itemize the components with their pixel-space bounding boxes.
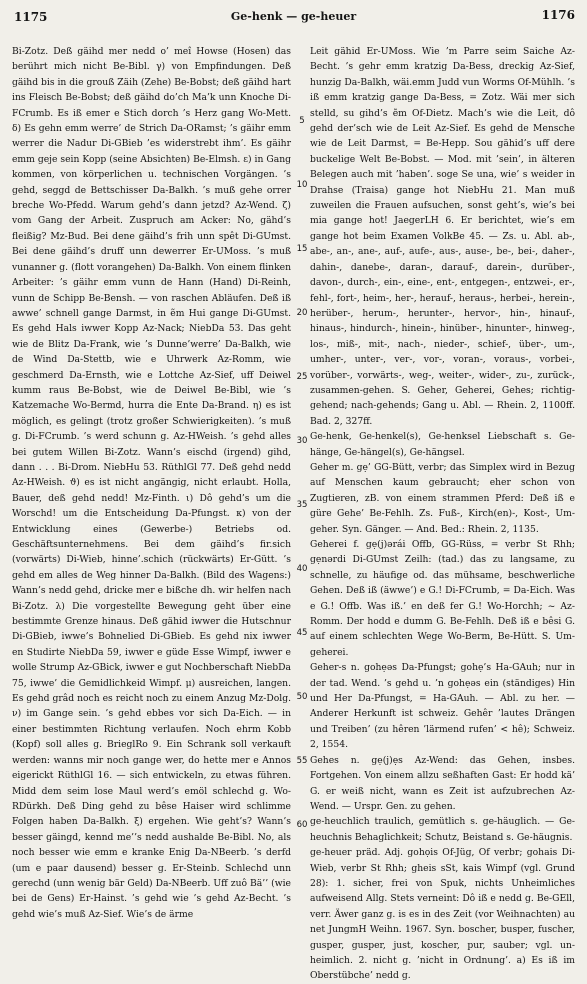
running-header <box>0 4 587 24</box>
running-head: Ge-henk — ge-heuer <box>230 10 357 23</box>
right-column <box>310 44 575 982</box>
line-number: 40 <box>296 564 308 574</box>
line-number: 15 <box>296 244 308 254</box>
dictionary-entry: Geherei f. gẹ(j)ərái Offb, GG-Rüss, = verbr St Rhh; gẹnərdi Di-GUmst Zeilh: (tad.) das zu langsame, zu schnelle, zu häufige od. das mühsame, beschwerliche Gehen. Deß iß (äwwe’) e G.! Di-FCrumb, = Da-Eich. Was e G.! Offb. Was iß.’ en deß fer G.! Wo-Horchh; ~ Az-Romm. Der hodd e dumm G. Be-Fehlh. Deß iß e bêsi G. auf einem schlechten Wege Wo-Berm, Be-Hütt. S. Um-geherei. <box>310 539 575 658</box>
line-number: 60 <box>296 820 308 830</box>
line-number: 10 <box>296 180 308 190</box>
line-number: 50 <box>296 692 308 702</box>
line-number: 30 <box>296 436 308 446</box>
left-column <box>12 44 291 920</box>
line-number: 5 <box>299 116 305 126</box>
dictionary-entry: ge-heuer präd. Adj. gohọis Of-Jüg, Of verbr; gohais Di-Wieb, verbr St Rhh; gheis sSt, kais Wimpf (vgl. Grund 28): 1. sicher, frei von Spuk, nichts Unheimliches aufweisend Allg. Stets verneint: Dô iß e nedd g. Be-GEll, verr. Äwer ganz g. is es in des Zeit (vor Weihnachten) au net JungmH Weihn. 1967. Syn. boscher, busper, fuscher, gusper, gusper, just, koscher, pur, sauber; vgl. un-heimlich. 2. nicht g. ’nicht in Ordnung’. a) Es iß im Oberstübche’ nedd g. <box>310 847 575 982</box>
dictionary-entry: Ge-henk, Ge-henkel(s), Ge-henksel Liebschaft s. Ge-hänge, Ge-hängel(s), Ge-hängsel. <box>310 431 575 458</box>
dictionary-entry: Leit gähid Er-UMoss. Wie ’m Parre seim Saiche Az-Becht. ’s gehr emm kratzig Da-Bess, dreckig Az-Sief, hunzig Da-Balkh, wäi.emm Judd vun Worms Of-Mühlh. ’s iß emm kratzig gange Da-Bess, = Zotz. Wäi mer sich stelld, su gihd’s ẽm Of-Dietz. Mach’s wie die Leit, dô gehd der’sch wie de Leit Az-Sief. Es gehd de Mensche wie de Leit Darmst, = Be-Hepp. Sou gähid’s uff dere buckelige Welt Be-Bobst. — Mod. mit ’sein’, in älteren Belegen auch mit ’haben’. soge Se una, wie’ s weider in Drahse (Traisa) gange hot NiebHu 21. Man muß zuweilen die Frauen aufsuchen, sonst geht’s, wie’s bei mia gange hot! JaegerLH 6. Er berichtet, wie’s em gange hot beim Examen VolkBe 45. — Zs. u. Abl. ab-, abe-, an-, ane-, auf-, aufe-, aus-, ause-, bе-, bei-, daher-, dahin-, danebe-, daran-, darauf-, darein-, durüber-, davon-, durch-, ein-, eine-, ent-, entgegen-, entzwei-, er-, fehl-, fort-, heim-, her-, herauf-, heraus-, herbei-, herein-, herüber-, herum-, herunter-, hervor-, hin-, hinauf-, hinaus-, hindurch-, hinein-, hinüber-, hinunter-, hinweg-, los-, miß-, mit-, nach-, nieder-, schief-, über-, um-, umher-, unter-, ver-, vor-, voran-, voraus-, vorbei-, vorüber-, vorwärts-, weg-, weiter-, wider-, zu-, zurück-, zusammen-gehen. S. Geher, Geherei, Gehes; richtig-gehend; nach-gehends; Gang u. Abl. — Rhein. 2, 1100ff. Bad. 2, 327ff. <box>310 46 575 427</box>
dictionary-entry: Geher m. gẹ’ GG-Bütt, verbr; das Simplex wird in Bezug auf Menschen kaum gebraucht; eher schon von Zugtieren, zB. von einem strammen Pferd: Deß iß e güre Gehe’ Be-Fehlh. Zs. Fuß-, Kirch(en)-, Kost-, Um-geher. Syn. Gänger. — And. Bed.: Rhein. 2, 1135. <box>310 461 575 535</box>
dictionary-entry: Gehes n. gẹ(j)ẹs Az-Wend: das Gehen, insbes. Fortgehen. Von einem allzu seßhaften Gast: Er hodd kä’ G. er weiß nicht, wann es Zeit ist aufzubrechen Az-Wend. — Urspr. Gen. zu gehen. <box>310 754 575 812</box>
line-number: 45 <box>296 628 308 638</box>
line-number: 25 <box>296 372 308 382</box>
dictionary-entry: Bi-Zotz. Deß gäihd mer nedd o’ meî Howse (Hosen) das berührt mich nicht Be-Bibl. γ) von Empfindungen. Deß gäihd bis in die grouß Zäih (Zehe) Be-Bobst; deß gäihd hart ins Fleisch Be-Bobst; deß gäihd do’ch Ma’k unn Knoche Di-FCrumb. Es iß emer e Stich dorch ’s Herz gang Wo-Mett. δ) Es gehn emm werre’ de Strich Da-ORamst; ’s gäihr emm werrer die Nadur Di-GBieb ’es widerstrebt ihm’. Es gäihr emm geje sein Kopp (seine Absichten) Be-Elmsh. ε) in Gang kommen, von körperlichen u. technischen Vorgängen. ’s gehd, seggd de Bettschisser Da-Balkh. ’s muß gehe orrer breche Wo-Pfedd. Warum gehd’s dann jetzd? Az-Wend. ζ) vom Gang der Arbeit. Zuspruch am Acker: No, gähd’s fleißig? Mz-Bud. Bei dene gäihd’s frih unn spêt Di-GUmst. Bei dene gäihd’s druff unn dewerrer Er-UMoss. ’s muß vunanner g. (flott vorangehen) Da-Balkh. Von einem flinken Arbeiter: ’s gäihr emm vunn de Hann (Hand) Di-Reinh, vunn de Schipp Be-Bensh. — von raschen Abläufen. Deß iß awwe’ schnell gange Darmst, in ẽm Hui gange Di-GUmst. Es gehd Hals iwwer Kopp Az-Nack; NiebDa 53. Das geht wie de Blitz Da-Frank, wie ’s Dunne’werre’ Da-Balkh, wie de Wind Da-Stettb, wie e Uhrwerk Az-Romm, wie geschmerd Da-Ernsth, wie e Lottche Az-Sief, uff Deiwel kumm raus Be-Bobst, wie de Deiwel Be-Bibl, wie ’s Katzemache Wo-Bermd, hurra die Ente Da-Brand. η) es ist möglich, es gelingt (trotz großer Schwierigkeiten). ’s muß g. Di-FCrumb. ’s werd schunn g. Az-HWeish. ’s gehd alles bei gutem Willen Bi-Zotz. Wann’s eischd (irgend) gihd, dann . . . Bi-Drom. NiebHu 53. RüthlGl 77. Deß gehd nedd Az-HWeish. ϑ) es ist nicht angängig, nicht erlaubt. Holla, Bauer, deß gehd nedd! Mz-Finth. ι) Dô gehd’s um die Worschd! um die Entscheidung Da-Pfungst. κ) von der Entwicklung eines (Gewerbe-) Betriebs od. Geschäftsunternehmens. Bei dem gäihd’s fir.sich (vorwärts) Di-Wieb, hinne’.schich (rückwärts) Er-Gütt. ’s gehd em alles de Weg hinner Da-Balkh. (Bild des Wagens:) Wann’s nedd gehd, dricke mer e bißche dh. wir helfen nach Bi-Zotz. λ) Die vorgestellte Bewegung geht über eine bestimmte Grenze hinaus. Deß gähid iwwer die Hutschnur Di-GBieb, iwwe’s Bohnelied Di-GBieb. Es gehd nix iwwer en Studirte NiebDa 59, iwwer e güde Esse Wimpf, iwwer e wolle Strump Az-GBick, iwwer e gut Nochberschaft NiebDa 75, iwwe’ die Gemidlichkeid Wimpf. μ) ausreichen, langen. Es gehd grâd noch es reicht noch zu einem Anzug Mz-Dolg. ν) im Gange sein. ’s gehd ebbes vor sich Da-Eich. — in einer bestimmten Richtung verlaufen. Noch ehrm Kobb (Kopf) soll alles g. BrieglRo 9. Ein Schrank soll verkauft werden: wanns mir noch gange wer, do hette mer e Annos eigerickt RüthlGl 16. — sich entwickeln, zu etwas führen. Midd dem seim lose Maul werd’s emöl schlechd g. Wo-RDürkh. Deß Ding gehd zu bêse Haiser wird schlimme Folgen haben Da-Balkh. ξ) ergehen. Wie geht’s? Wann’s besser gäingd, kennd me’’s nedd aushalde Be-Bibl. No, als noch besser wie emm e kranke Enig Da-NBeerb. ’s derfd (um e paar dausend) besser g. Er-Steinb. Schlechd unn gerechd (unn wenig bär Geld) Da-NBeerb. Uff zuô Bä’’ (wie bei de Gens) Er-Hainst. ’s gehd wie ’s gehd Az-Becht. ’s gehd wie’s muß Az-Sief. Wie’s de ärme <box>12 46 291 920</box>
page-number-right: 1176 <box>541 8 575 22</box>
page-number-left: 1175 <box>14 10 48 24</box>
line-number: 35 <box>296 500 308 510</box>
dictionary-entry: ge-heuchlich traulich, gemütlich s. ge-häuglich. — Ge-heuchnis Behaglichkeit; Schutz, Beistand s. Ge-häugnis. <box>310 816 575 843</box>
line-number: 55 <box>296 756 308 766</box>
dictionary-entry: Geher-s n. gohẹəs Da-Pfungst; gohẹ’s Ha-GAuh; nur in der tad. Wend. ’s gehd u. ’n gohẹəs ein (ständiges) Hin und Her Da-Pfungst, = Ha-GAuh. — Abl. zu her. — Anderer Herkunft ist schweiz. Gehêr ’lautes Drängen und Treiben’ (zu hêren ’lärmend rufen’ < hê); Schweiz. 2, 1554. <box>310 662 575 751</box>
line-number: 20 <box>296 308 308 318</box>
